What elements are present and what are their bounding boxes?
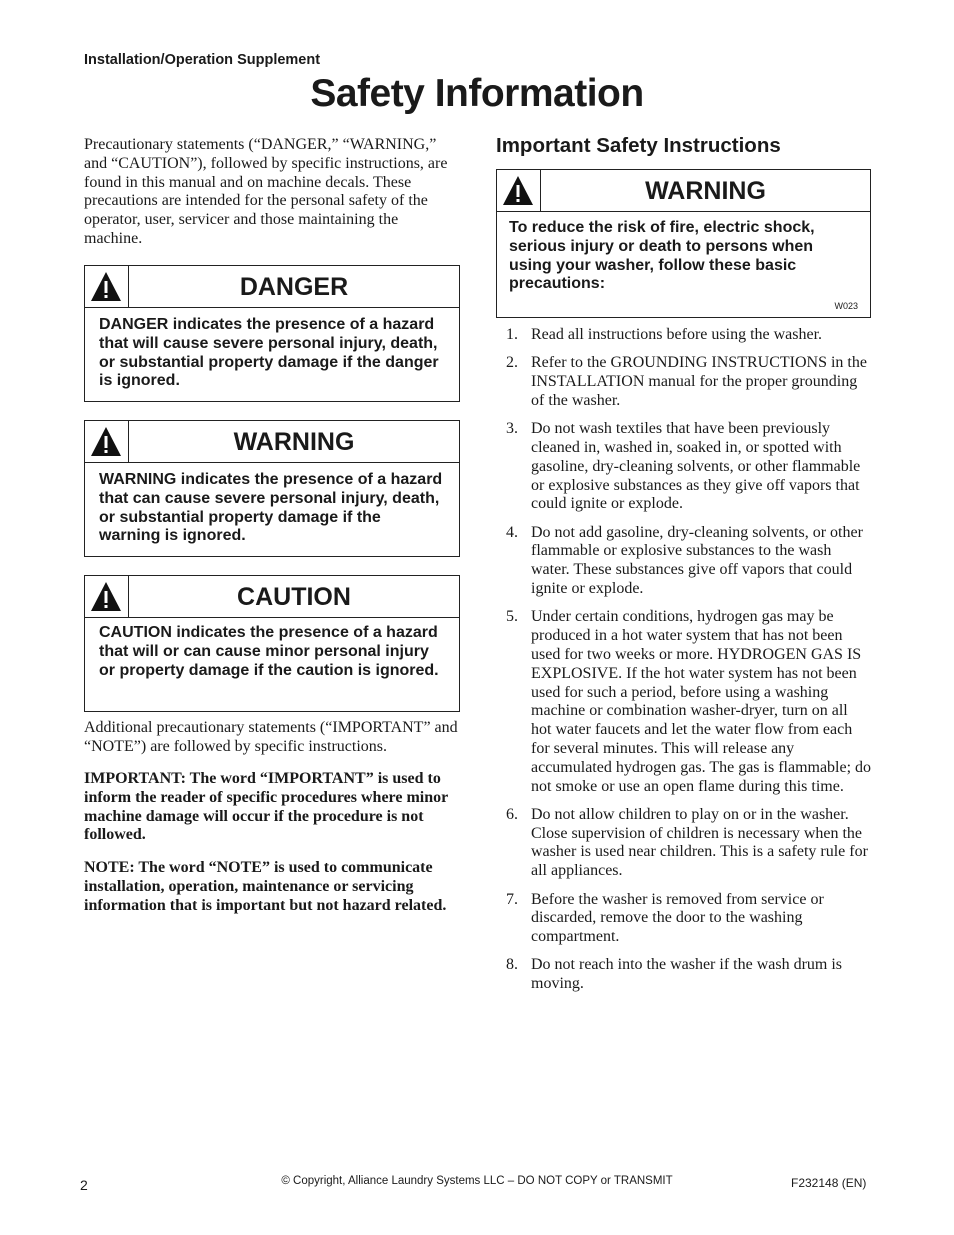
supplement-label: Installation/Operation Supplement (84, 52, 321, 68)
instructions-warning-label: WARNING (645, 177, 766, 205)
page-title: Safety Information (310, 72, 644, 115)
warning-box (84, 420, 460, 557)
caution-header (85, 576, 459, 618)
caution-text: CAUTION indicates the presence of a hazard that will or can cause minor personal injury or property damage if the caution is ignored. (99, 624, 439, 679)
document-code: F232148 (EN) (791, 1176, 867, 1190)
additional-paragraph: Additional precautionary statements (“IMPORTANT” and “NOTE”) are followed by specific instructions. (84, 719, 458, 755)
warning-label: WARNING (233, 428, 355, 456)
page-number: 2 (80, 1177, 88, 1193)
instructions-warning-text: To reduce the risk of fire, electric shock, serious injury or death to persons when using your washer, follow these basic precautions: (509, 219, 815, 293)
warning-code: W023 (834, 301, 858, 311)
warning-triangle-icon (85, 421, 129, 462)
warning-text: WARNING indicates the presence of a hazard that can cause severe personal injury, death, or substantial property damage if the warning is ignored. (99, 471, 443, 545)
safety-instructions-list (496, 326, 872, 1004)
list-item: 7. Before the washer is removed from service or discarded, remove the door to the washing compartment. (506, 890, 824, 946)
warning-triangle-icon (85, 576, 129, 617)
danger-label: DANGER (239, 273, 349, 301)
warning-triangle-icon (497, 170, 541, 211)
danger-box (84, 265, 460, 402)
instructions-warning-box (496, 169, 871, 318)
list-item: 8. Do not reach into the washer if the wash drum is moving. (506, 956, 843, 993)
danger-text: DANGER indicates the presence of a hazard that will cause severe personal injury, death, or substantial property damage if the danger is ignored. (99, 316, 439, 390)
list-item: 1. Read all instructions before using the washer. (506, 326, 823, 343)
caution-label: CAUTION (237, 583, 351, 611)
note-paragraph: NOTE: The word “NOTE” is used to communicate installation, operation, maintenance or servicing information that is important but not hazard related. (84, 859, 447, 914)
list-item: 4. Do not add gasoline, dry-cleaning solvents, or other flammable or explosive substances to the wash water. These substances give off vapors that could ignite or explode. (506, 523, 863, 598)
list-item: 2. Refer to the GROUNDING INSTRUCTIONS in the INSTALLATION manual for the proper grounding of the washer. (506, 354, 867, 409)
list-item: 5. Under certain conditions, hydrogen gas may be produced in a hot water system that has not been used for two weeks or more. HYDROGEN GAS IS EXPLOSIVE. If the hot water system has not been used for such a period, before using a washing machine or combination washer-dryer, turn on all hot water faucets and let the water flow from each for several minutes. This will release any accumulated hydrogen gas. The gas is flammable; do not smoke or use an open flame during this time. (506, 608, 872, 795)
intro-paragraph: Precautionary statements (“DANGER,” “WARNING,” and “CAUTION”), followed by specific instructions, are found in this manual and on machine decals. These precautions are intended for the personal safety of the operator, user, servicer and those maintaining the machine. (84, 136, 448, 247)
caution-box (84, 575, 460, 712)
warning-header (85, 421, 459, 463)
instructions-warning-header (497, 170, 870, 212)
warning-triangle-icon (85, 266, 129, 307)
copyright-notice: © Copyright, Alliance Laundry Systems LLC – DO NOT COPY or TRANSMIT (281, 1175, 673, 1187)
instructions-heading: Important Safety Instructions (496, 134, 781, 157)
danger-header (85, 266, 459, 308)
important-paragraph: IMPORTANT: The word “IMPORTANT” is used to inform the reader of specific procedures where minor machine damage will occur if the procedure is not followed. (84, 770, 448, 844)
list-item: 3. Do not wash textiles that have been previously cleaned in, washed in, soaked in, or spotted with gasoline, dry-cleaning solvents, or other flammable or explosive substances as they give off vapors that could ignite or explode. (506, 420, 861, 513)
list-item: 6. Do not allow children to play on or in the washer. Close supervision of children is necessary when the washer is used near children. This is a safety rule for all appliances. (506, 805, 868, 880)
